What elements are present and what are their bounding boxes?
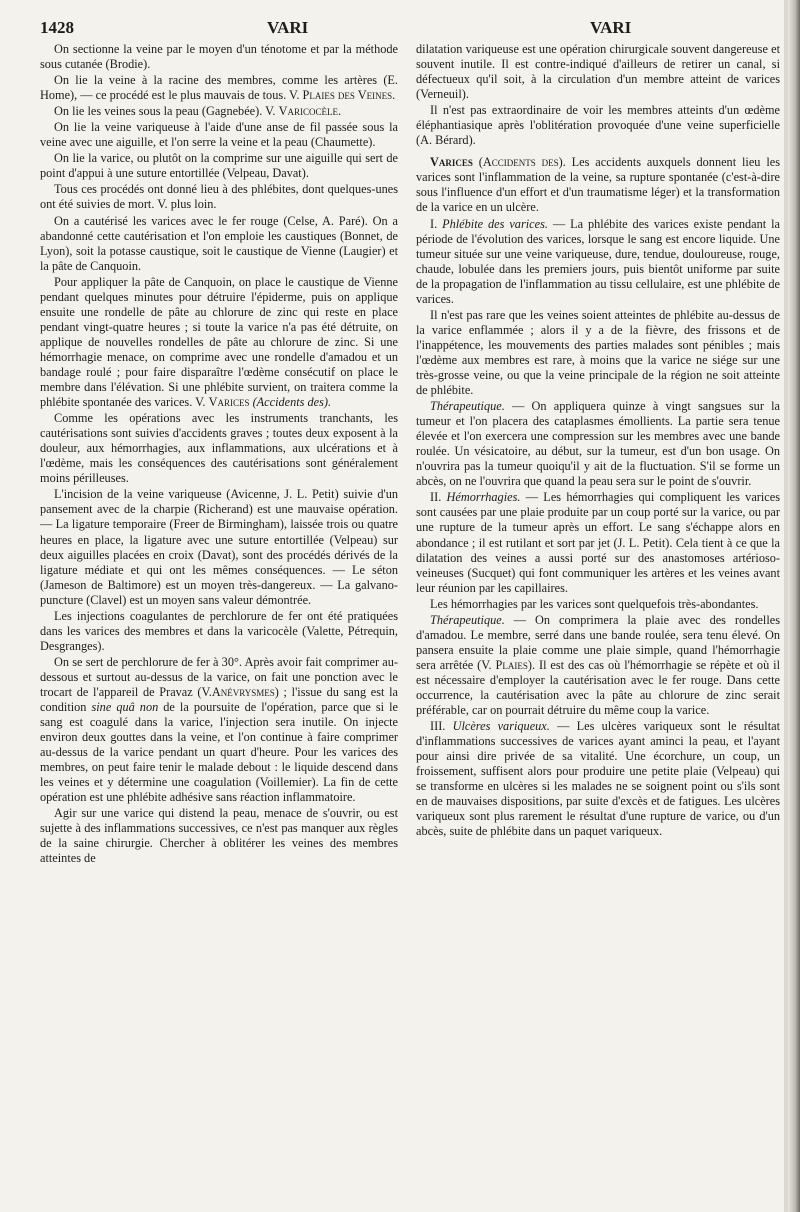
section-ulceres: III. Ulcères variqueux. — Les ulcères variqueux sont le résultat d'inflammations successives de varices ayant aminci la peau, et l'ayant pour ainsi dire privée de sa vitalité. Une écorchure, un coup, un froissement, suffisent alors pour produire une petite plaie (Velpeau) qui se transforme en ulcères si les malades ne se soignent point ou s'ils sont en de mauvaises dispositions, par suite d'excès et de fatigues. Les ulcères variqueux sont plus rarement le résultat d'une rupture de varice, ou d'un abcès, suite de phlébite dans un paquet variqueux. (416, 719, 781, 839)
paragraph: Comme les opérations avec les instruments tranchants, les cautérisations sont suivies d'accidents graves ; toutes deux exposent à la douleur, aux hémorrhagies, aux inflammations, aux ulcérations et à l'œdème, mais les conséquences des cautérisations sont généralement moins périlleuses. (40, 411, 398, 486)
paragraph: On lie la varice, ou plutôt on la comprime sur une aiguille qui sert de point d'appui à une suture entortillée (Velpeau, Davat). (40, 151, 398, 181)
therapeutics-paragraph: Thérapeutique. — On comprimera la plaie avec des rondelles d'amadou. Le membre, serré dans une bande roulée, sera tenu élevé. On pansera ensuite la plaie comme une plaie simple, quand l'hémorrhagie sera arrêtée (V. Plaies). Il est des cas où l'hémorrhagie se répète et où il est nécessaire d'employer la cautérisation avec le fer rouge. Dans cette occurrence, la cautérisation avec la pâte au chlorure de zinc serait préférable, car on pourrait détruire du même coup la varice. (416, 612, 780, 718)
cross-reference: Varices (208, 395, 250, 410)
cross-reference: Plaies des Veines. (302, 88, 396, 103)
section-title: Phlébite des varices. (442, 216, 548, 231)
paragraph: On sectionne la veine par le moyen d'un ténotome et par la méthode sous cutanée (Brodie). (40, 42, 398, 72)
left-column (40, 42, 398, 867)
section-phlebite: I. Phlébite des varices. — La phlébite des varices existe pendant la période de l'évolution des varices, lorsque le sang est encore liquide. Une tumeur située sur une veine variqueuse, dure, tendue, douloureuse, rouge, chaude, lobulée dans les premiers jours, puis bientôt uniforme par suite de la propagation de l'inflammation au tissu cellulaire, est une phlébite de varices. (416, 216, 780, 306)
paragraph: Agir sur une varice qui distend la peau, menace de s'ouvrir, ou est sujette à des inflammations successives, ce n'est pas manquer aux règles de la saine chirurgie. Chercher à oblitérer les veines des membres atteintes de (40, 806, 398, 866)
section-hemorrhagies: II. Hémorrhagies. — Les hémorrhagies qui compliquent les varices sont causées par une plaie produite par un coup porté sur la varice, ou par une rupture de la tumeur après un effort. Le sang s'échappe alors en abondance ; il est rutilant et sort par jet (J. L. Petit). Cela tient à ce que la dilatation des veines a aussi porté sur des anastomoses artérioso-veineuses (Sucquet) qui font communiquer les artères et les veines avant leur réunion par les capillaires. (416, 490, 781, 595)
paragraph: L'incision de la veine variqueuse (Avicenne, J. L. Petit) suivie d'un pansement avec de la charpie (Richerand) est une mauvaise opération. — La ligature temporaire (Freer de Birmingham), laissée trois ou quatre heures en place, la ligature avec une suture entortillée (Velpeau) sur deux aiguilles placées en croix (Davat), sont des procédés dérivés de la ligature médiate et qui ont les mêmes conséquences. — Le séton (Jameson de Baltimore) est un moyen très-dangereux. — La galvano-puncture (Clavel) est un moyen sans valeur démontrée. (40, 487, 398, 607)
paragraph: On a cautérisé les varices avec le fer rouge (Celse, A. Paré). On a abandonné cette cautérisation et l'on emploie les caustiques (Bonnet, de Lyon), soit la potasse caustique, soit le caustique de Vienne (Laugier) et la pâte de Canquoin. (40, 213, 398, 273)
right-column (416, 42, 780, 839)
cross-reference: Plaies (495, 657, 528, 672)
paragraph: On lie la veine variqueuse à l'aide d'une anse de fil passée sous la veine avec une aiguille, et l'on serre la veine et la peau (Chaumette). (40, 120, 398, 150)
paragraph: On lie la veine à la racine des membres, comme les artères (E. Home), — ce procédé est le plus mauvais de tous. V. Plaies des Veines. (40, 73, 398, 103)
running-header (40, 18, 780, 40)
paragraph: Il n'est pas extraordinaire de voir les membres atteints d'un œdème éléphantiasique après l'oblitération provoquée d'une veine superficielle (A. Bérard). (416, 103, 780, 148)
paragraph: Tous ces procédés ont donné lieu à des phlébites, dont quelques-unes ont été suivies de mort. V. plus loin. (40, 182, 398, 212)
section-title: Hémorrhagies. (446, 490, 521, 505)
page-number: 1428 (40, 18, 74, 37)
paragraph: On se sert de perchlorure de fer à 30°. Après avoir fait comprimer au-dessous et surtout au-dessus de la varice, on fait une ponction avec le trocart de l'appareil de Pravaz (V.Anévrysmes) ; l'issue du sang est la condition sine quâ non de la poursuite de l'opération, parce que si le sang est coagulé dans la varice, l'injection sera inutile. On injecte environ deux gouttes dans la veine, et l'on continue à faire comprimer au-dessus de la varice pendant un quart d'heure. Pour les varices des membres, on peut faire tenir le malade debout : le liquide descend dans les veines et y détermine une coagulation (Voillemier). La fin de cette opération est une phlébite adhésive sans réaction inflammatoire. (40, 654, 398, 805)
paragraph: On lie les veines sous la peau (Gagnebée). V. Varicocèle. (54, 104, 342, 119)
section-title: Ulcères variqueux. (452, 719, 550, 734)
entry-subtitle: (Accidents des). (478, 155, 566, 170)
entry-headword: Varices (430, 155, 473, 170)
running-head-right: VARI (590, 18, 632, 37)
therapeutics-paragraph: Thérapeutique. — On appliquera quinze à vingt sangsues sur la tumeur et l'on placera des cataplasmes émollients. La partie sera tenue élevée et l'on exercera une compression sur les membres avec une bande roulée. Un vésicatoire, au début, sur la tumeur, est d'un bon usage. On n'ouvrira pas la tumeur quoiqu'il y ait de la fluctuation. S'il se forme un abcès, on ne l'ouvrira que quand la peau sera sur le point de s'ouvrir. (416, 399, 781, 489)
dictionary-entry: Varices (Accidents des). Les accidents auxquels donnent lieu les varices sont l'inflammation de la veine, sa rupture spontanée (c'est-à-dire sous l'influence d'un effort et d'un traumatisme léger) et la transformation de la varice en un ulcère. (416, 155, 780, 215)
paragraph: Les injections coagulantes de perchlorure de fer ont été pratiquées dans les varices des membres et dans la varicocèle (Valette, Pétrequin, Desgranges). (40, 608, 398, 653)
running-head-left: VARI (267, 18, 309, 37)
cross-reference: Varicocèle. (278, 104, 342, 119)
paragraph: Pour appliquer la pâte de Canquoin, on place le caustique de Vienne pendant quelques minutes pour détruire l'épiderme, puis on applique ensuite une rondelle de pâte au chlorure de zinc qui reste en place pendant vingt-quatre heures ; si toute la varice n'a pas été détruite, on applique de nouvelles rondelles de pâte au chlorure de zinc. Si une hémorrhagie menace, on comprime avec une rondelle d'amadou et un bandage roulé ; pour faire disparaître l'œdème consécutif on place le membre dans l'élévation. Si une phlébite survient, on traitera comme la phlébite spontanée des varices. V. Varices (Accidents des). (40, 274, 398, 410)
paragraph: dilatation variqueuse est une opération chirurgicale souvent dangereuse et souvent inutile. Il est contre-indiqué d'ailleurs de retirer un canal, si défectueux qu'il soit, à la circulation d'un membre atteint de varices (Verneuil). (416, 42, 780, 102)
paragraph: Il n'est pas rare que les veines soient atteintes de phlébite au-dessus de la varice enflammée ; alors il y a de la fièvre, des frissons et de l'inappétence, les mouvements des parties malades sont pénibles ; mais l'œdème aux membres est rare, à moins que la varice ne siége sur une très-grosse veine, ou que la veine principale de la région ne soit atteinte de phlébite. (416, 307, 780, 398)
cross-reference: Anévrysmes (211, 684, 275, 699)
page-edge-shadow (788, 0, 800, 1212)
paragraph: Les hémorrhagies par les varices sont quelquefois très-abondantes. (430, 596, 759, 611)
